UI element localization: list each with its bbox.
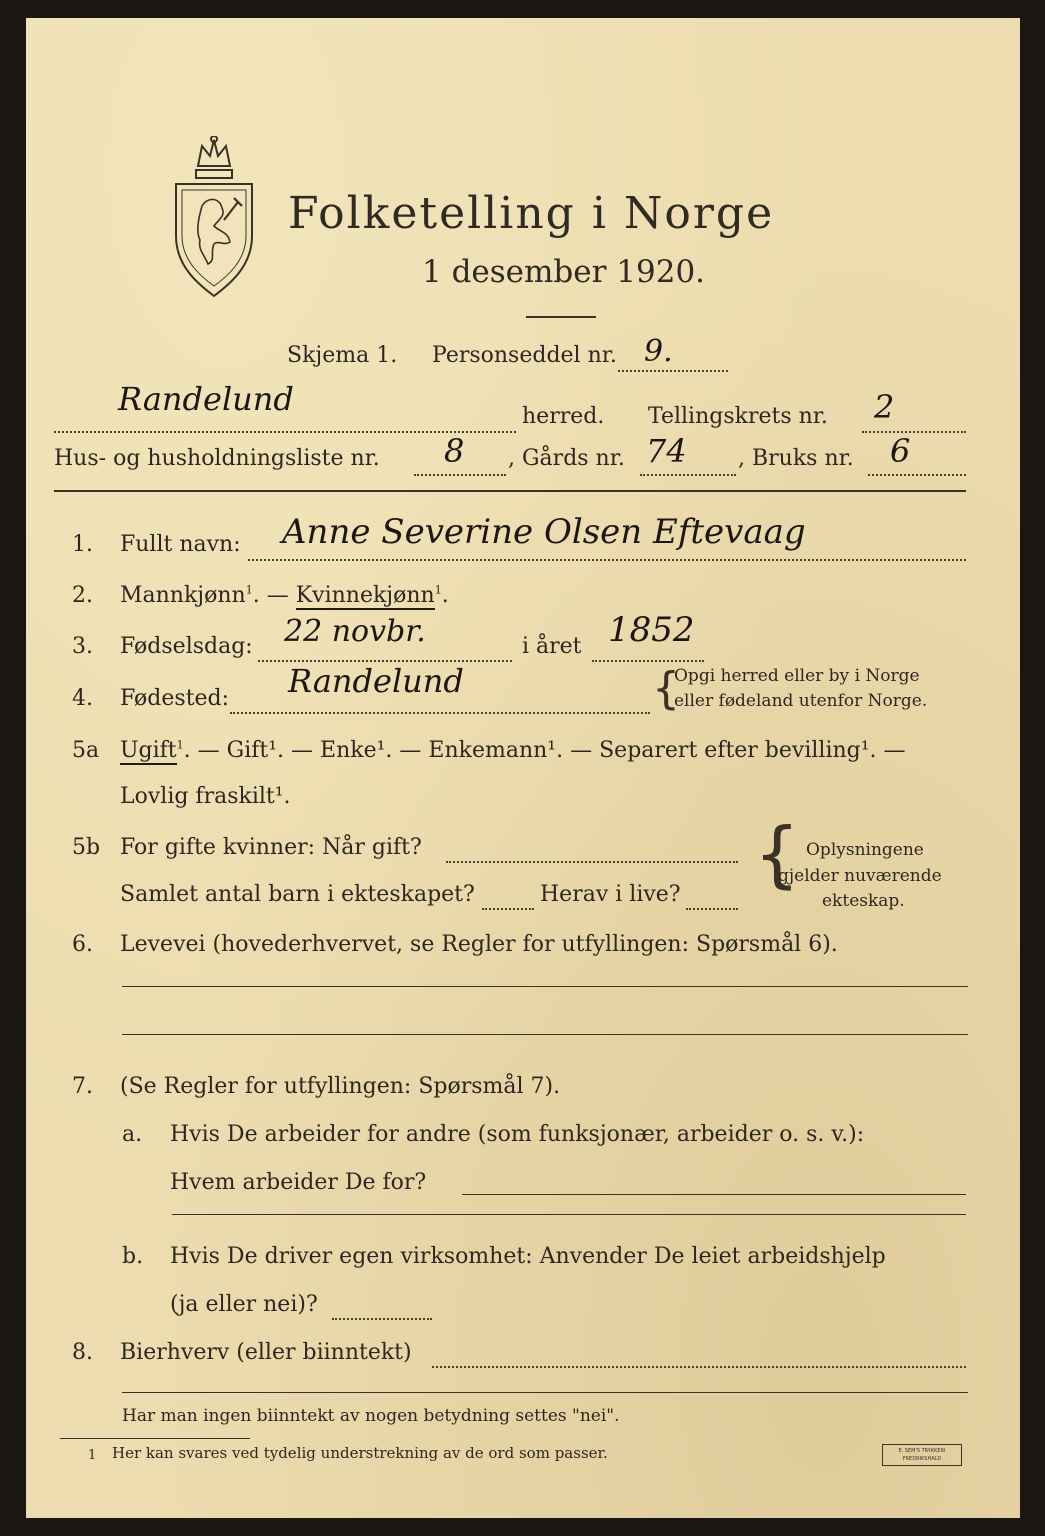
- hus-value[interactable]: 8: [444, 432, 465, 470]
- full-name-value[interactable]: Anne Severine Olsen Eftevaag: [282, 512, 806, 552]
- marriage-note-brace: {: [754, 812, 800, 896]
- employer-line: [462, 1194, 966, 1195]
- marriage-note-line3: ekteskap.: [822, 891, 905, 911]
- q7b-line2: (ja eller nei)?: [170, 1292, 318, 1317]
- barn-dots: [482, 908, 534, 910]
- personseddel-dots: [618, 370, 728, 372]
- hus-dots: [414, 474, 506, 476]
- employer-line-2: [172, 1214, 966, 1215]
- q7b-line1: Hvis De driver egen virksomhet: Anvender De leiet arbeidshjelp: [170, 1244, 886, 1269]
- year-dots: [592, 660, 704, 662]
- q3-label: Fødselsdag:: [120, 634, 253, 659]
- biinntekt-note: Har man ingen biinntekt av nogen betydning settes "nei".: [122, 1406, 620, 1426]
- sex-options: Mannkjønn$^1$. — Kvinnekjønn$^1$.: [120, 583, 449, 608]
- header-rule: [54, 490, 966, 492]
- option-lovlig-fraskilt[interactable]: Lovlig fraskilt¹.: [120, 784, 291, 809]
- census-form-page: [26, 18, 1020, 1518]
- marriage-note-line1: Oplysningene: [806, 840, 924, 860]
- hus-label: Hus- og husholdningsliste nr.: [54, 446, 380, 471]
- q5b-number: 5b: [72, 835, 101, 860]
- option-kvinnekjonn[interactable]: Kvinnekjønn: [295, 583, 435, 608]
- birthplace-value[interactable]: Randelund: [288, 662, 464, 700]
- birthplace-note-brace: {: [652, 663, 680, 714]
- marital-status-options: Ugift$^1$. — Gift¹. — Enke¹. — Enkemann¹. — Separert efter bevilling¹. —: [120, 738, 906, 763]
- footnote-mark: 1: [88, 1448, 97, 1463]
- q7a-line2: Hvem arbeider De for?: [170, 1170, 427, 1195]
- form-title: Folketelling i Norge: [288, 188, 775, 239]
- tellingskrets-value[interactable]: 2: [874, 388, 895, 426]
- tellingskrets-label: Tellingskrets nr.: [648, 404, 828, 429]
- birth-year-value[interactable]: 1852: [608, 610, 695, 650]
- q3-number: 3.: [72, 634, 93, 659]
- q7-number: 7.: [72, 1074, 93, 1099]
- skjema-label: Skjema 1.: [287, 343, 398, 368]
- leiet-hjelp-dots: [332, 1318, 432, 1320]
- birthplace-note-line1: Opgi herred eller by i Norge: [674, 666, 920, 686]
- option-ugift[interactable]: Ugift: [120, 738, 177, 763]
- q6-number: 6.: [72, 932, 93, 957]
- q5b-barn-label: Samlet antal barn i ekteskapet?: [120, 882, 475, 907]
- norwegian-coat-of-arms-icon: [168, 136, 260, 300]
- personseddel-value[interactable]: 9.: [644, 334, 673, 369]
- tellingskrets-dots: [862, 431, 966, 433]
- birthday-value[interactable]: 22 novbr.: [284, 614, 426, 649]
- printer-stamp: E. SEM'S TRYKKERI FREDRIKSHALD: [882, 1444, 962, 1466]
- q4-label: Fødested:: [120, 686, 230, 711]
- census-date: 1 desember 1920.: [422, 254, 706, 290]
- birthplace-dots: [230, 712, 650, 714]
- q2-number: 2.: [72, 583, 93, 608]
- ilive-dots: [686, 908, 738, 910]
- footnote-text: Her kan svares ved tydelig understrekning av de ord som passer.: [112, 1444, 608, 1462]
- q6-label: Levevei (hovederhvervet, se Regler for utfyllingen: Spørsmål 6).: [120, 932, 838, 957]
- q1-dots: [248, 559, 966, 561]
- naar-gift-dots: [446, 861, 738, 863]
- bruks-value[interactable]: 6: [890, 432, 911, 470]
- q8-number: 8.: [72, 1340, 93, 1365]
- footnote-rule: [60, 1438, 250, 1439]
- q7a-letter: a.: [122, 1122, 143, 1147]
- marriage-note-line2: gjelder nuværende: [778, 866, 942, 886]
- birthplace-note-line2: eller fødeland utenfor Norge.: [674, 691, 928, 711]
- herred-label: herred.: [522, 404, 605, 429]
- q5b-ilive-label: Herav i live?: [540, 882, 681, 907]
- herred-value[interactable]: Randelund: [118, 380, 294, 418]
- gards-label: , Gårds nr.: [508, 446, 625, 471]
- q5a-number: 5a: [72, 738, 100, 763]
- q7b-letter: b.: [122, 1244, 144, 1269]
- biinntekt-dots: [432, 1366, 966, 1368]
- title-divider: [526, 316, 596, 318]
- q4-number: 4.: [72, 686, 93, 711]
- gards-value[interactable]: 74: [646, 432, 687, 470]
- bruks-dots: [868, 474, 966, 476]
- q8-label: Bierhverv (eller biinntekt): [120, 1340, 412, 1365]
- gards-dots: [640, 474, 736, 476]
- personseddel-label: Personseddel nr.: [432, 343, 617, 368]
- biinntekt-line-2: [122, 1392, 968, 1393]
- q5b-line1: For gifte kvinner: Når gift?: [120, 835, 422, 860]
- occupation-line-1: [122, 986, 968, 987]
- q1-number: 1.: [72, 532, 93, 557]
- q1-label: Fullt navn:: [120, 532, 241, 557]
- option-mannkjonn[interactable]: Mannkjønn: [120, 583, 246, 608]
- occupation-line-2: [122, 1034, 968, 1035]
- q7-label: (Se Regler for utfyllingen: Spørsmål 7).: [120, 1074, 561, 1099]
- aaret-label: i året: [522, 634, 582, 659]
- q7a-line1: Hvis De arbeider for andre (som funksjonær, arbeider o. s. v.):: [170, 1122, 865, 1147]
- bruks-label: , Bruks nr.: [738, 446, 854, 471]
